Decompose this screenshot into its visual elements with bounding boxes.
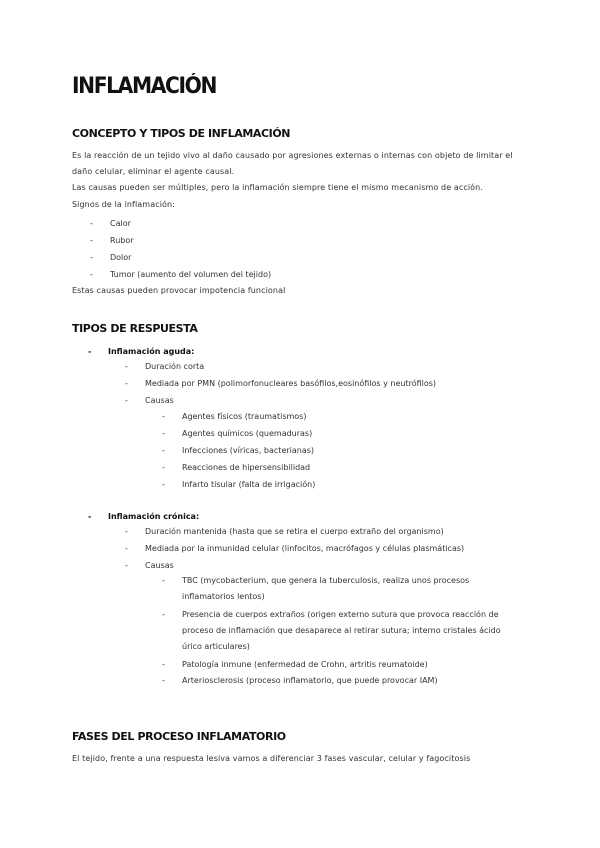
aguda-causas bbox=[162, 408, 316, 493]
list-item: - Arteriosclerosis (proceso inflamatorio, que puede provocar IAM) bbox=[162, 676, 438, 685]
paragraph-fases: El tejido, frente a una respuesta lesiva vamos a diferenciar 3 fases vascular, celular y fagocitosis bbox=[72, 754, 471, 763]
list-item: - Agentes químicos (quemaduras) bbox=[162, 429, 313, 438]
paragraph-impotence: Estas causas pueden provocar impotencia funcional bbox=[72, 286, 286, 295]
paragraph-definition: Es la reacción de un tejido vivo al daño causado por agresiones externas o internas con objeto de limitar el daño celular, eliminar el agente causal. bbox=[72, 151, 513, 176]
signs-label: Signos de la inflamación: bbox=[72, 200, 175, 209]
list-item: - Patología inmune (enfermedad de Crohn, artritis reumatoide) bbox=[162, 660, 428, 669]
list-item: - Duración corta bbox=[125, 362, 205, 371]
list-item: - TBC (mycobacterium, que genera la tuberculosis, realiza unos procesos inflamatorios lentos) bbox=[162, 576, 470, 601]
list-item: - Presencia de cuerpos extraños (origen externo sutura que provoca reacción de proceso de inflamación que desaparece al retirar sutura; interno cristales ácido úrico articulares) bbox=[162, 610, 501, 651]
list-item: - Calor bbox=[90, 219, 131, 228]
section-heading-fases: FASES DEL PROCESO INFLAMATORIO bbox=[72, 730, 286, 743]
list-item: - Dolor bbox=[90, 253, 132, 262]
list-item: - Reacciones de hipersensibilidad bbox=[162, 463, 311, 472]
signs-list bbox=[90, 215, 272, 283]
list-item: - Mediada por la inmunidad celular (linfocitos, macrófagos y células plasmáticas) bbox=[125, 544, 465, 553]
list-item: - Causas bbox=[125, 561, 174, 570]
list-item: - Rubor bbox=[90, 236, 134, 245]
list-item: - Infarto tisular (falta de irrigación) bbox=[162, 480, 316, 489]
cronica-items bbox=[125, 523, 465, 574]
list-item-cronica: - Inflamación crónica: bbox=[88, 512, 200, 521]
paragraph-causes: Las causas pueden ser múltiples, pero la inflamación siempre tiene el mismo mecanismo de acción. bbox=[72, 183, 483, 192]
list-item: - Mediada por PMN (polimorfonucleares basófilos,eosinófilos y neutrófilos) bbox=[125, 379, 437, 388]
list-item: - Infecciones (víricas, bacterianas) bbox=[162, 446, 315, 455]
list-item: - Duración mantenida (hasta que se retira el cuerpo extraño del organismo) bbox=[125, 527, 444, 536]
list-item-aguda: - Inflamación aguda: bbox=[88, 347, 195, 356]
list-item: - Tumor (aumento del volumen del tejido) bbox=[90, 270, 272, 279]
cronica-causas bbox=[162, 573, 522, 689]
page-title: INFLAMACIÓN bbox=[72, 74, 217, 99]
section-heading-concepto: CONCEPTO Y TIPOS DE INFLAMACIÓN bbox=[72, 127, 291, 140]
list-item: - Causas bbox=[125, 396, 174, 405]
list-item: - Agentes físicos (traumatismos) bbox=[162, 412, 307, 421]
section-heading-respuesta: TIPOS DE RESPUESTA bbox=[72, 322, 198, 335]
aguda-items bbox=[125, 358, 437, 409]
